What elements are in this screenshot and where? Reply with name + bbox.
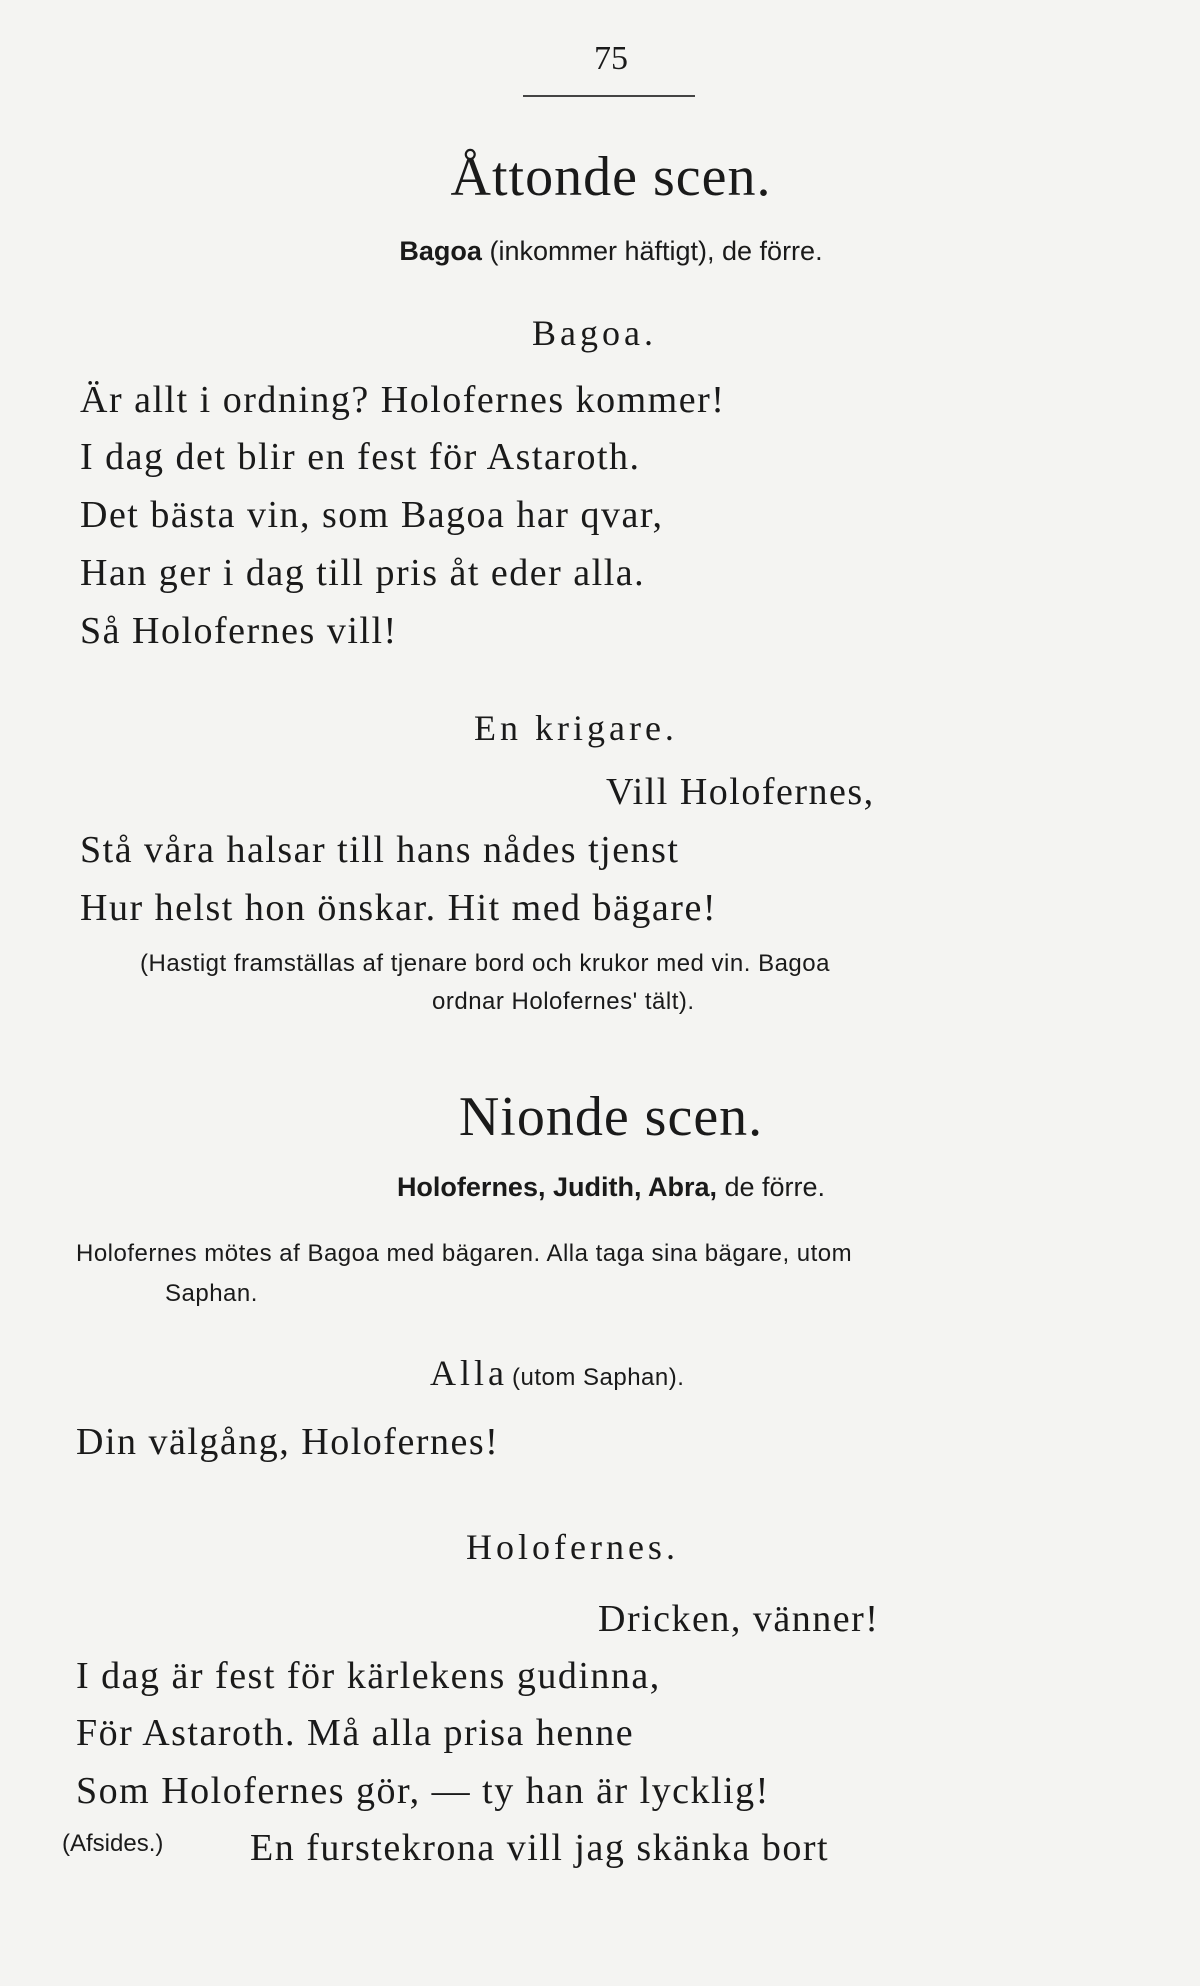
- verse-line: Han ger i dag till pris åt eder alla.: [80, 552, 646, 594]
- speaker-all: [430, 1352, 684, 1394]
- verse-line: Det bästa vin, som Bagoa har qvar,: [80, 494, 664, 536]
- verse-line: Din välgång, Holofernes!: [76, 1421, 500, 1463]
- cast-direction: (inkommer häftigt), de förre.: [481, 236, 823, 266]
- stage-direction: (Hastigt framställas af tjenare bord och krukor med vin. Bagoa: [140, 950, 830, 977]
- scene-title-eighth: Åttonde scen.: [450, 146, 772, 208]
- cast-names: Holofernes, Judith, Abra,: [396, 1172, 717, 1202]
- verse-line: För Astaroth. Må alla prisa henne: [76, 1712, 635, 1754]
- speaker-warrior: En krigare.: [474, 708, 678, 748]
- aside-note: (Afsides.): [62, 1830, 164, 1857]
- verse-line: Så Holofernes vill!: [80, 610, 398, 652]
- verse-line: I dag det blir en fest för Astaroth.: [80, 436, 641, 478]
- speaker-name: Alla: [430, 1353, 508, 1393]
- speaker-holofernes: Holofernes.: [466, 1527, 679, 1567]
- stage-direction: ordnar Holofernes' tält).: [432, 988, 695, 1015]
- scene-cast-ninth: [0, 1172, 1200, 1203]
- cast-direction: de förre.: [716, 1172, 826, 1202]
- speaker-bagoa: Bagoa.: [532, 313, 657, 353]
- verse-line: Stå våra halsar till hans nådes tjenst: [80, 829, 680, 871]
- verse-line: Är allt i ordning? Holofernes kommer!: [80, 379, 726, 421]
- verse-line: En furstekrona vill jag skänka bort: [250, 1827, 830, 1869]
- page-number: 75: [594, 40, 628, 77]
- verse-line: Som Holofernes gör, — ty han är lycklig!: [76, 1770, 770, 1812]
- scene-title-ninth: Nionde scen.: [458, 1086, 764, 1148]
- verse-line: Dricken, vänner!: [598, 1598, 880, 1640]
- verse-line: Vill Holofernes,: [606, 771, 875, 813]
- header-rule: [523, 95, 695, 97]
- verse-line: Hur helst hon önskar. Hit med bägare!: [80, 887, 717, 929]
- verse-line: I dag är fest för kärlekens gudinna,: [76, 1655, 661, 1697]
- aside-line: [62, 1830, 163, 1858]
- stage-direction: Holofernes mötes af Bagoa med bägaren. Alla taga sina bägare, utom: [76, 1240, 853, 1267]
- stage-direction: Saphan.: [165, 1280, 258, 1307]
- cast-name: Bagoa: [399, 236, 482, 266]
- speaker-note: (utom Saphan).: [511, 1364, 685, 1391]
- scene-cast-eighth: [0, 236, 1200, 267]
